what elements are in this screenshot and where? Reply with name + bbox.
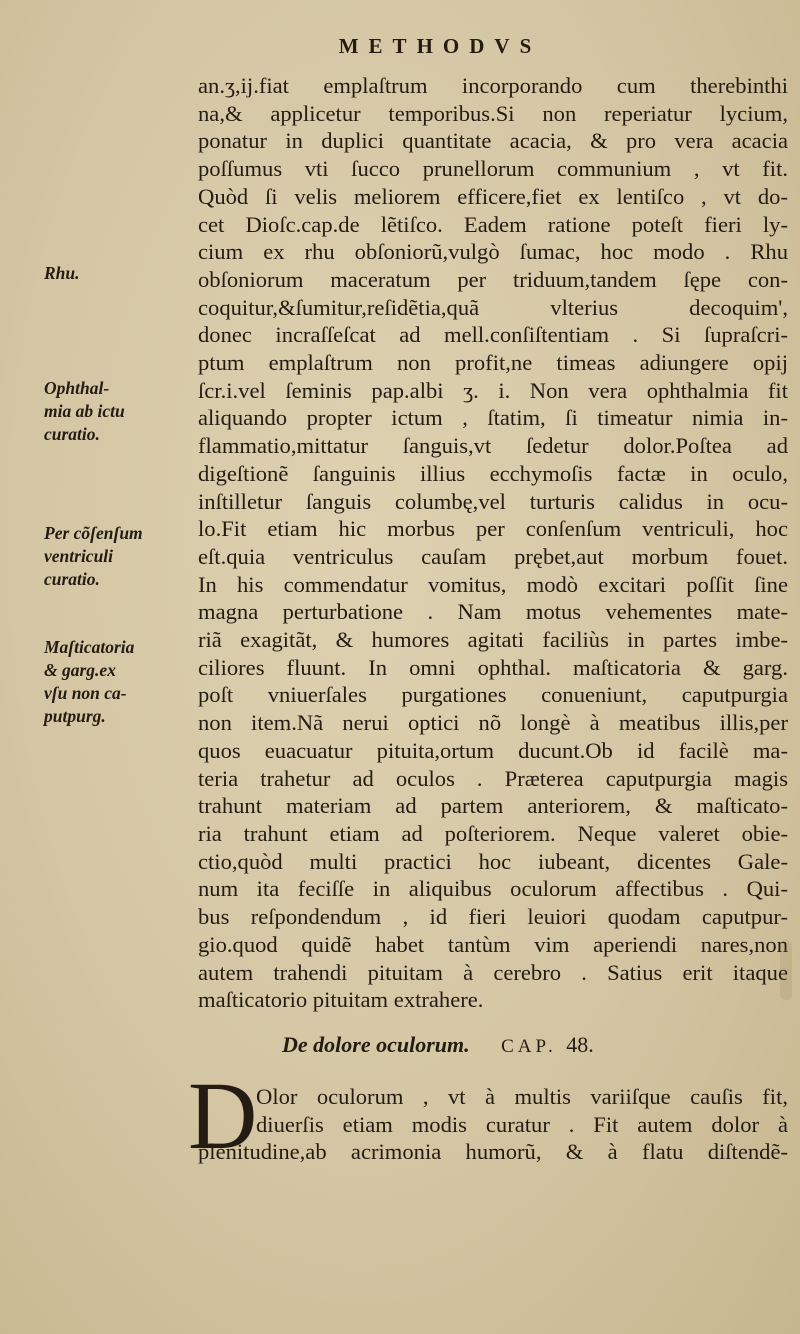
chapter-text: [198, 1083, 788, 1166]
text-line: inſtilletur ſanguis columbę,vel turturis calidus in ocu-: [198, 488, 788, 514]
margin-note-consensum-ventriculi: [44, 522, 194, 591]
text-line: maſticatorio pituitam extrahere.: [198, 987, 484, 1013]
paper-stain: [780, 940, 792, 1000]
margin-note-line: Maſticatoria: [44, 637, 135, 657]
margin-note-masticatoria: [44, 636, 194, 728]
running-head: METHODVS: [338, 34, 542, 58]
margin-note-line: Rhu.: [44, 263, 80, 283]
chapter-title: De dolore oculorum.: [282, 1032, 470, 1057]
margin-note-line: & garg.ex: [44, 660, 116, 680]
text-line: eſt.quia ventriculus cauſam prębet,aut morbum fouet.: [198, 543, 788, 569]
text-line: lo.Fit etiam hic morbus per conſenſum ventriculi, hoc: [198, 516, 788, 542]
text-line: bus reſpondendum , id fieri leuiori quodam caputpur-: [198, 904, 788, 930]
text-line: an.ʒ,ij.fiat emplaſtrum incorporando cum therebinthi: [198, 73, 788, 98]
text-line: quos euacuatur pituita,ortum ducunt.Ob id facilè ma-: [198, 737, 788, 763]
text-line: digeſtionẽ ſanguinis illius ecchymoſis factæ in oculo,: [198, 460, 788, 486]
text-line: riã exagitãt, & humores agitati faciliùs in partes imbe-: [198, 627, 788, 653]
text-line: In his commendatur vomitus, modò excitari poſſit ſine: [198, 571, 788, 597]
margin-note-line: ventriculi: [44, 546, 114, 566]
text-line: flammatio,mittatur ſanguis,vt ſedetur dolor.Poſtea ad: [198, 433, 788, 459]
text-line: obſoniorum maceratum per triduum,tandem ſępe con-: [198, 266, 788, 292]
text-line: autem trahendi pituitam à cerebro . Satius erit itaque: [198, 959, 788, 985]
margin-note-line: mia ab ictu: [44, 401, 125, 421]
margin-note-line: vſu non ca-: [44, 683, 127, 703]
margin-note-line: curatio.: [44, 569, 100, 589]
text-line: num ita feciſſe in aliquibus oculorum affectibus . Qui-: [198, 876, 788, 902]
chapter-text-line: Olor oculorum , vt à multis variiſque cauſis fit,: [256, 1084, 788, 1109]
text-line: magna perturbatione . Nam motus vehementes mate-: [198, 599, 788, 625]
text-line: ciliores fluunt. In omni ophthal. maſticatoria & garg.: [198, 654, 788, 680]
text-line: cium ex rhu obſoniorũ,vulgò ſumac, hoc modo . Rhu: [198, 239, 788, 265]
margin-note-line: curatio.: [44, 424, 100, 444]
margin-note-line: Ophthal-: [44, 378, 110, 398]
text-line: donec incraſſeſcat ad mell.conſiſtentiam . Si ſupraſcri-: [198, 322, 788, 348]
text-line: poſt vniuerſales purgationes conueniunt, caputpurgia: [198, 682, 788, 708]
text-line: teria trahetur ad oculos . Præterea caputpurgia magis: [198, 765, 788, 791]
chapter-text-line: plenitudine,ab acrimonia humorũ, & à flatu diſtendẽ-: [198, 1139, 788, 1165]
text-line: Quòd ſi velis meliorem efficere,fiet ex lentiſco , vt do-: [198, 183, 788, 209]
text-line: non item.Nã nerui optici nõ longè à meatibus illis,per: [198, 710, 788, 736]
margin-note-line: Per cõſenſum: [44, 523, 143, 543]
chapter-number: 48.: [566, 1032, 594, 1057]
text-line: ſcr.i.vel ſeminis pap.albi ʒ. i. Non vera ophthalmia fit: [198, 377, 788, 403]
text-line: ctio,quòd multi practici hoc iubeant, dicentes Gale-: [198, 848, 788, 874]
text-line: na,& applicetur temporibus.Si non reperiatur lycium,: [198, 100, 788, 126]
text-line: poſſumus vti ſucco prunellorum communium , vt fit.: [198, 156, 788, 182]
text-line: coquitur,&ſumitur,reſidẽtia,quã vlterius decoquim',: [198, 294, 788, 320]
text-line: aliquando propter ictum , ſtatim, ſi timeatur nimia in-: [198, 405, 788, 431]
text-line: trahunt materiam ad partem anteriorem, & maſticato-: [198, 793, 788, 819]
text-line: gio.quod quidẽ habet tantùm vim aperiendi nares,non: [198, 931, 788, 957]
drop-cap-initial: D: [188, 1062, 258, 1169]
text-line: ptum emplaſtrum non profit,ne timeas adiungere opij: [198, 350, 788, 376]
margin-note-rhu: [44, 262, 194, 285]
text-line: ria trahunt etiam ad poſteriorem. Neque valeret obie-: [198, 820, 788, 846]
chapter-text-line: diuerſis etiam modis curatur . Fit autem dolor à: [256, 1111, 788, 1137]
margin-note-ophthalmia-ictu: [44, 377, 194, 446]
body-text: [198, 72, 788, 1014]
text-line: ponatur in duplici quantitate acacia, & pro vera acacia: [198, 128, 788, 154]
chapter-label: CAP.: [501, 1036, 557, 1057]
margin-note-line: putpurg.: [44, 706, 106, 726]
chapter-heading: [282, 1032, 702, 1058]
text-line: cet Dioſc.cap.de lẽtiſco. Eadem ratione poteſt fieri ly-: [198, 211, 788, 237]
